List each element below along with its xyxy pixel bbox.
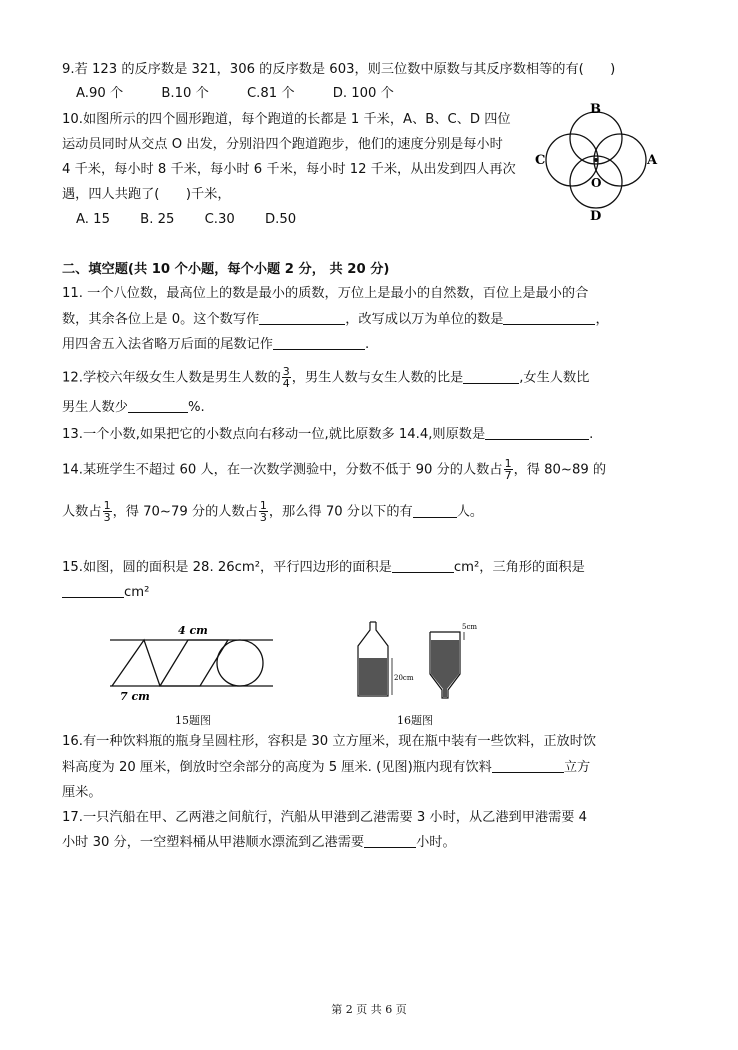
q11-line-1: 11. 一个八位数，最高位上的数是最小的质数，万位上是最小的自然数，百位上是最小的合 [62,286,589,301]
q12-line-2 [62,398,205,418]
q11-line-3 [62,335,369,355]
label-d: D [590,209,602,224]
q10-option-c: C.30 [204,212,235,227]
q9-option-d: D. 100 个 [332,86,394,101]
q9-option-a: A.90 个 [76,86,124,101]
q10-option-b: B. 25 [140,212,175,227]
q9-option-c: C.81 个 [246,86,295,101]
q16-text-b: 立方 [563,760,591,775]
q14-fraction-2-num: 1 [103,499,111,512]
q16-line-2 [62,758,590,778]
q14-blank[interactable] [413,503,457,518]
q14-fraction-2 [103,500,112,523]
q11-text-b: ，改写成以万为单位的数是 [345,312,504,327]
q9-options [76,84,428,104]
q11-text-d: 用四舍五入法省略万后面的尾数记作 [62,337,273,352]
q17-text-a: 小时 30 分，一空塑料桶从甲港顺水漂流到乙港需要 [62,835,365,850]
q13-line [62,425,593,445]
q11-blank-1[interactable] [259,310,345,325]
q11-text-e: . [365,337,370,352]
q15-text-a: 15.如图，圆的面积是 28. 26cm²，平行四边形的面积是 [62,560,392,575]
q14-fraction-2-den: 3 [103,511,111,524]
q15-top-length: 4 cm [178,624,208,637]
point-o [594,158,598,162]
q13-text-b: . [589,427,594,442]
q16-line-1: 16.有一种饮料瓶的瓶身呈圆柱形，容积是 30 立方厘米，现在瓶中装有一些饮料，正放时饮 [62,734,597,749]
q12-fraction-num: 3 [282,365,290,378]
q15-bottom-length: 7 cm [120,690,150,703]
q16-figure [350,618,490,708]
q15-blank-2[interactable] [62,583,124,598]
q15-text-c: cm² [124,585,150,600]
q14-fraction-1 [504,458,513,481]
q11-blank-2[interactable] [503,310,595,325]
q14-text-f: 人。 [456,504,484,520]
q10-line-3: 4 千米，每小时 8 千米，每小时 6 千米，每小时 12 千米，从出发到四人再次 [62,162,516,177]
q9-option-b: B.10 个 [161,86,209,101]
q15-line-2 [62,583,149,603]
q10-line-1: 10.如图所示的四个圆形跑道，每个跑道的长都是 1 千米，A、B、C、D 四位 [62,112,511,127]
bottle1-liquid [359,658,387,695]
q17-line-1: 17.一只汽船在甲、乙两港之间航行，汽船从甲港到乙港需要 3 小时，从乙港到甲港需要 4 [62,810,588,825]
q14-text-d: ，得 70~79 分的人数占 [112,504,258,520]
q14-fraction-3-num: 1 [259,499,267,512]
q11-blank-3[interactable] [273,335,365,350]
q13-text-a: 13.一个小数,如果把它的小数点向右移动一位,就比原数多 14.4,则原数是 [62,427,486,442]
q17-text-b: 小时。 [416,835,456,850]
q14-line-2 [62,500,483,523]
q15-line-1 [62,558,585,578]
q10-line-4: 遇，四人共跑了( )千米， [62,187,231,202]
label-c: C [535,153,546,168]
q10-track-figure [530,100,660,225]
q15-blank-1[interactable] [392,558,454,573]
label-b: B [590,102,601,117]
q15-parallelogram [160,640,228,686]
q12-text-a: 12.学校六年级女生人数是男生人数的 [62,370,281,386]
q12-line-1 [62,366,589,389]
q12-text-c: ,女生人数比 [519,370,590,386]
q15-figure [108,620,278,705]
q12-blank-1[interactable] [463,369,519,384]
q10-options [76,210,330,230]
q17-blank[interactable] [364,833,416,848]
q16-line-3: 厘米。 [62,785,102,800]
q15-text-b: cm²，三角形的面积是 [453,560,585,575]
q14-fraction-3 [259,500,268,523]
q15-circle [217,640,263,686]
q12-fraction-den: 4 [282,377,290,390]
bottle1-height: 20cm [394,674,414,682]
q17-line-2 [62,833,456,853]
q16-blank[interactable] [492,758,564,773]
section-2-title: 二、填空题(共 10 个小题，每个小题 2 分， 共 20 分) [62,262,390,277]
page-footer: 第 2 页 共 6 页 [331,1003,407,1016]
q13-blank[interactable] [485,425,589,440]
q12-fraction [282,366,291,389]
q10-line-2: 运动员同时从交点 O 出发，分别沿四个跑道跑步，他们的速度分别是每小时 [62,137,503,152]
q14-fraction-3-den: 3 [259,511,267,524]
q15-caption: 15题图 [175,714,211,727]
q14-fraction-1-den: 7 [504,469,512,482]
bottle2-liquid [431,640,459,697]
q11-line-2 [62,310,609,330]
label-a: A [647,153,658,168]
q10-option-a: A. 15 [76,212,110,227]
q9-stem: 9.若 123 的反序数是 321，306 的反序数是 603，则三位数中原数与其反序数相等的有( ) [62,62,616,77]
q14-text-c: 人数占 [62,504,102,520]
q14-text-b: ，得 80~89 的 [513,462,607,478]
q12-text-d: 男生人数少 [62,400,128,415]
q10-option-d: D.50 [264,212,297,227]
q16-text-a: 料高度为 20 厘米，倒放时空余部分的高度为 5 厘米. (见图)瓶内现有饮料 [62,760,492,775]
q16-caption: 16题图 [397,714,433,727]
label-o: O [591,176,602,190]
q14-text-e: ，那么得 70 分以下的有 [268,504,413,520]
q14-fraction-1-num: 1 [504,457,512,470]
q14-text-a: 14.某班学生不超过 60 人，在一次数学测验中，分数不低于 90 分的人数占 [62,462,503,478]
q11-text-c: ， [595,312,609,327]
track-circle-a [594,134,646,186]
q14-line-1 [62,458,606,481]
q15-triangle [112,640,160,686]
q12-text-b: ，男生人数与女生人数的比是 [291,370,464,386]
q12-text-e: %. [187,400,205,415]
q11-text-a: 数，其余各位上是 0。这个数写作 [62,312,260,327]
bottle2-height: 5cm [462,623,478,631]
q12-blank-2[interactable] [128,398,188,413]
